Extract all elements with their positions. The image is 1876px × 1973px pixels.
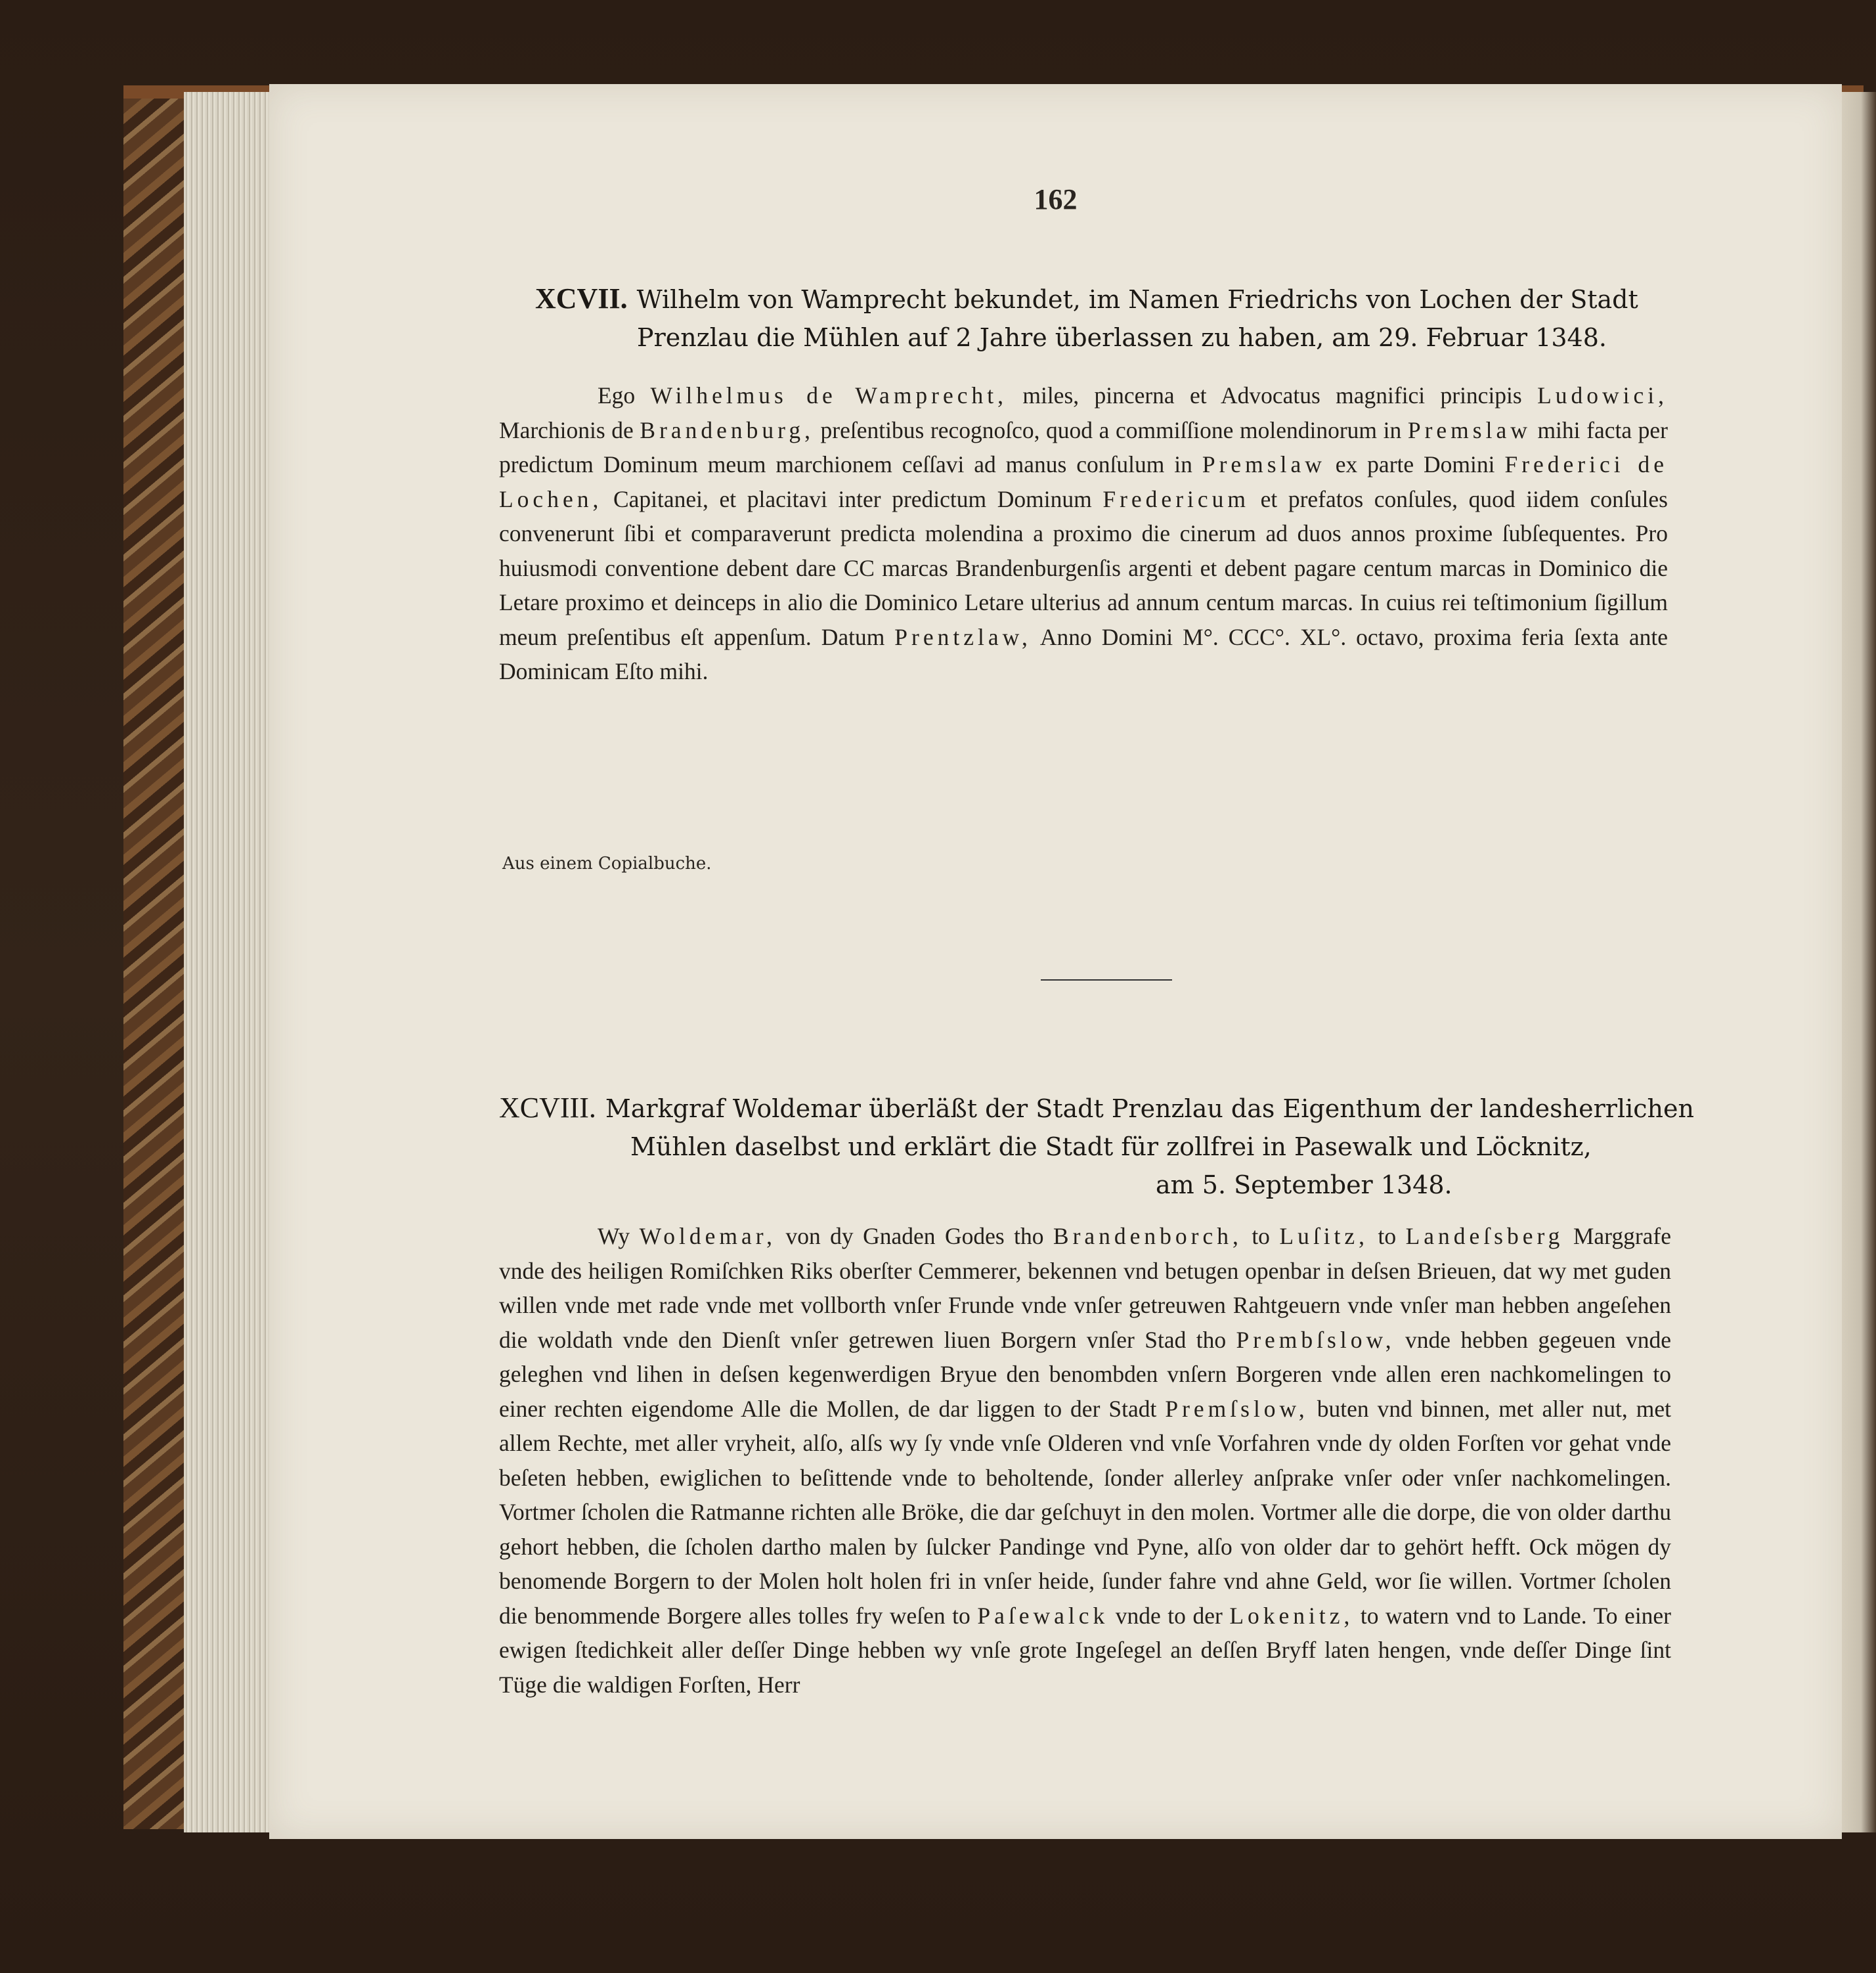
doc98-place-lusitz: Luſitz,	[1279, 1223, 1369, 1249]
doc97-heading-line1: XCVII. Wilhelm von Wamprecht bekundet, im Namen Friedrichs von Lochen der Stadt	[535, 282, 1638, 315]
doc97-name-frederici: Frederici de Lochen,	[499, 451, 1669, 512]
doc97-name-wilhelmus: Wilhelmus de Wamprecht,	[650, 382, 1008, 409]
doc98-numeral: XCVIII.	[499, 1092, 596, 1124]
doc98-place-premsslow: Premſslow,	[1165, 1395, 1309, 1422]
book-page	[269, 84, 1842, 1839]
doc97-paragraph: Ego Wilhelmus de Wamprecht, miles, pincerna et Advocatus magnifici principis Ludowici, Marchionis de Brandenburg, preſentibus recognoſco, quod a commiſſione molendinorum in Premslaw mihi facta per predictum Dominum meum marchionem ceſſavi ad manus conſulum in Premslaw ex parte Domini Frederici de Lochen, Capitanei, et placitavi inter predictum Dominum Fredericum et prefatos conſules, quod iidem conſules convenerunt ſibi et comparaverunt predicta molendina a proximo die cinerum ad duos annos proxime ſubſequentes. Pro huiusmodi conventione debent dare CC marcas Brandenburgenſis argenti et debent pagare centum marcas in Dominico die Letare proximo et deinceps in alio die Dominico Letare ulterius ad annum centum marcas. In cuius rei teſtimonium ſigillum meum preſentibus eſt appenſum. Datum Prentzlaw, Anno Domini M°. CCC°. XL°. octavo, proxima feria ſexta ante Dominicam Eſto mihi.	[499, 382, 1669, 684]
page-stack-edges	[184, 92, 276, 1832]
doc98-heading	[499, 1089, 1832, 1204]
doc97-place-premslaw-1: Premslaw	[1407, 416, 1531, 443]
doc97-place-prentzlaw: Prentzlaw,	[894, 623, 1032, 650]
marbled-book-cover	[123, 99, 192, 1829]
doc98-body	[499, 1219, 1671, 1702]
doc97-heading-line2: Prenzlau die Mühlen auf 2 Jahre überlassen zu haben, am 29. Februar 1348.	[637, 323, 1607, 352]
doc98-place-brandenborch: Brandenborch,	[1053, 1223, 1242, 1249]
doc98-place-lokenitz: Lokenitz,	[1229, 1602, 1354, 1629]
doc97-name-fredericum: Fredericum	[1102, 485, 1250, 512]
doc98-heading-line2: Mühlen daselbst und erklärt die Stadt für zollfrei in Pasewalk und Löcknitz,	[630, 1132, 1592, 1161]
doc97-source-note: Aus einem Copialbuche.	[502, 854, 712, 874]
doc98-heading-line3: am 5. September 1348.	[1156, 1170, 1452, 1199]
doc97-numeral: XCVII.	[535, 282, 628, 315]
doc98-heading-line1: XCVIII. Markgraf Woldemar überläßt der Stadt Prenzlau das Eigenthum der landesherrlichen	[499, 1092, 1694, 1124]
section-divider	[1041, 979, 1172, 981]
doc98-name-woldemar: Woldemar,	[639, 1223, 777, 1249]
doc98-place-prembsslow: Prembſslow,	[1236, 1326, 1395, 1353]
doc98-place-pasewalck: Paſewalck	[977, 1602, 1109, 1629]
doc97-place-brandenburg: Brandenburg,	[640, 416, 814, 443]
doc98-place-landessberg: Landeſsberg	[1405, 1223, 1564, 1249]
doc97-body	[499, 378, 1668, 689]
page-number: 162	[1034, 183, 1078, 215]
doc97-heading	[535, 280, 1848, 357]
doc97-place-premslaw-2: Premslaw	[1202, 451, 1326, 477]
doc97-name-ludowici: Ludowici,	[1537, 382, 1668, 409]
doc98-paragraph: Wy Woldemar, von dy Gnaden Godes tho Brandenborch, to Luſitz, to Landeſsberg Marggrafe vnde des heiligen Romiſchken Riks oberſter Cemmerer, bekennen vnd betugen openbar in deſsen Brieuen, dat wy met guden willen vnde met rade vnde met vollborth vnſer Frunde vnde vnſer getreuwen Rahtgeuern vnde vnſer man hebben angeſehen die woldath vnde den Dienſt vnſer getrewen liuen Borgern vnſer Stad tho Prembſslow, vnde hebben gegeuen vnde geleghen vnd lihen in deſsen kegenwerdigen Bryue den benombden vnſern Borgeren vnde allen eren nachkomelingen to einer rechten eigendome Alle die Mollen, de dar liggen to der Stadt Premſslow, buten vnd binnen, met aller nut, met allem Rechte, met aller vryheit, alſo, alſs wy ſy vnde vnſe Olderen vnd vnſe Vorfahren vnde dy olden Forſten vor gehat vnde beſeten hebben, ewiglichen to beſittende vnde to beholtende, ſonder allerley anſprake vnſer oder vnſer nachkomelingen. Vortmer ſcholen die Ratmanne richten alle Bröke, die dar geſchuyt in den molen. Vortmer alle die dorpe, die von older darthu gehort hebben, die ſcholen dartho malen by ſulcker Pandinge vnd Pyne, alſo von older dar to gehört hefft. Ock mögen dy benomende Borgern to der Molen holt holen fri in vnſer heide, ſunder fahre vnd ahne Geld, wor ſie willen. Vortmer ſcholen die benommende Borgere alles tolles fry weſen to Paſewalck vnde to der Lokenitz, to watern vnd to Lande. To einer ewigen ſtedichkeit aller deſſer Dinge hebben wy vnſe grote Ingeſegel an deſſen Bryff laten hengen, vnde deſſer Dinge ſint Tüge die waldigen Forſten, Herr	[499, 1223, 1672, 1698]
